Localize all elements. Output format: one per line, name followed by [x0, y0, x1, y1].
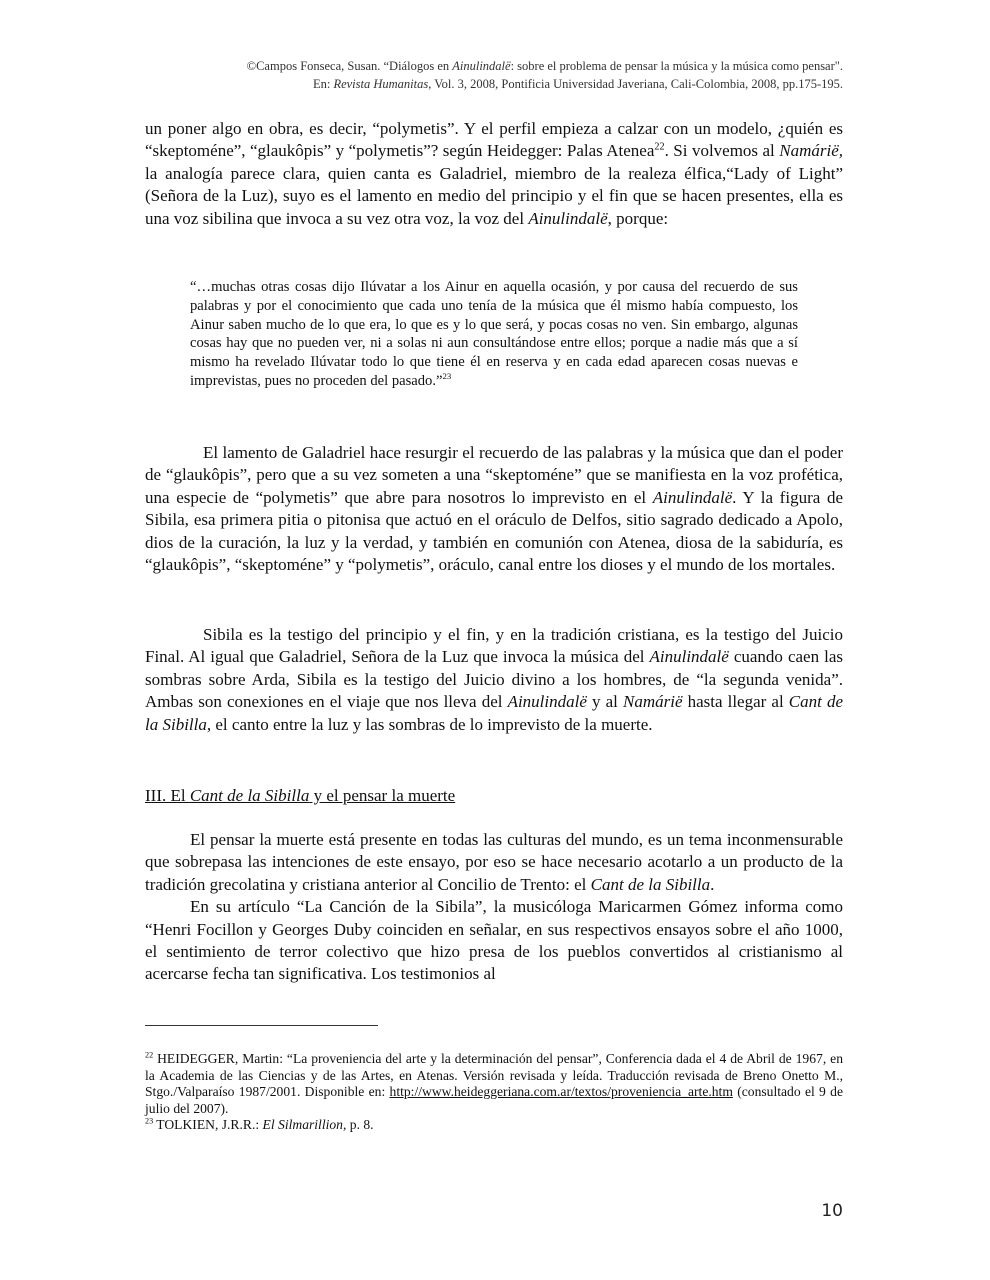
footnote-ref-22[interactable]: 22	[654, 141, 665, 153]
footnote-22: $^{22}$ HEIDEGGER, Martin: “La proveniencia del arte y la determinación del pensar”, Conferencia dada el 4 de Abril de 1967, en la Academia de las Ciencias y de las Artes, en Atenas. Versión revisada y leída. Traducción revisada de Breno Onetto M., Stgo./Valparaíso 1987/2001. Disponible en: http://www.heideggeriana.com.ar/textos/proveniencia_arte.htm (consultado el 9 de julio del 2007).	[145, 1050, 843, 1116]
footnote-22-link[interactable]: http://www.heideggeriana.com.ar/textos/proveniencia_arte.htm	[389, 1084, 733, 1100]
paragraph-4-5: El pensar la muerte está presente en todas las culturas del mundo, es un tema inconmensurable que sobrepasa las intenciones de este ensayo, por eso se hace necesario acotarlo a un producto de la tradición grecolatina y cristiana anterior al Concilio de Trento: el Cant de la Sibilla. En su artículo “La Canción de la Sibila”, la musicóloga Maricarmen Gómez informa como “Henri Focillon y Georges Duby coinciden en señalar, en sus respectivos ensayos sobre el año 1000, el sentimiento de terror colectivo que hizo presa de los pueblos convertidos al cristianismo al acercarse fecha tan significativa. Los testimonios al	[145, 830, 843, 984]
running-header	[120, 57, 843, 93]
paragraph-3: Sibila es la testigo del principio y el fin, y en la tradición cristiana, es la testigo del Juicio Final. Al igual que Galadriel, Señora de la Luz que invoca la música del Ainulindalë cuando caen las sombras sobre Arda, Sibila es la testigo del Juicio divino a los hombres, de “la segunda venida”. Ambas son conexiones en el viaje que nos lleva del Ainulindalë y al Namárië hasta llegar al Cant de la Sibilla, el canto entre la luz y las sombras de lo imprevisto de la muerte.	[145, 625, 843, 734]
footnote-separator	[145, 1025, 378, 1026]
footnote-23: $^{23}$ TOLKIEN, J.R.R.: El Silmarillion, p. 8.	[145, 1116, 374, 1133]
paragraph-2: El lamento de Galadriel hace resurgir el recuerdo de las palabras y la música que dan el poder de “glaukôpis”, pero que a su vez someten a una “skeptoméne” que se manifiesta en la voz profética, una especie de “polymetis” que abre para nosotros lo imprevisto en el Ainulindalë. Y la figura de Sibila, esa primera pitia o pitonisa que actuó en el oráculo de Delfos, sitio sagrado dedicado a Apolo, dios de la curación, la luz y la verdad, y también en comunión con Atenea, diosa de la sabiduría, es “glaukôpis”, “skeptoméne” y “polymetis”, oráculo, canal entre los dioses y el mundo de los mortales.	[145, 443, 843, 575]
paragraph-1: un poner algo en obra, es decir, “polymetis”. Y el perfil empieza a calzar con un modelo, ¿quién es “skeptoméne”, “glaukôpis” y “polymetis”? según Heidegger: Palas Atenea$^{22}$. Si volvemos al Namárië, la analogía parece clara, quien canta es Galadriel, miembro de la realeza élfica,“Lady of Light” (Señora de la Luz), suyo es el lamento en medio del principio y el fin que se hacen presentes, ella es una voz sibilina que invoca a su vez otra voz, la voz del Ainulindalë, porque:	[145, 119, 843, 228]
header-line-1: ©Campos Fonseca, Susan. “Diálogos en Ainulindalë: sobre el problema de pensar la música y la música como pensar".	[246, 59, 843, 73]
section-heading: III. El Cant de la Sibilla y el pensar la muerte	[145, 786, 456, 805]
header-line-2: En: Revista Humanitas, Vol. 3, 2008, Pontificia Universidad Javeriana, Cali-Colombia, 2008, pp.175-195.	[312, 77, 843, 91]
block-quote: “…muchas otras cosas dijo Ilúvatar a los Ainur en aquella ocasión, y por causa del recuerdo de sus palabras y por el conocimiento que cada uno tenía de la música que él mismo había compuesto, los Ainur saben mucho de lo que era, lo que es y lo que será, y pocas cosas no ven. Sin embargo, algunas cosas hay que no pueden ver, ni a solas ni aun consultándose entre ellos; porque a nadie más que a sí mismo ha revelado Ilúvatar todo lo que tiene él en reserva y en cada edad aparecen cosas nuevas e imprevistas, pues no proceden del pasado.”$^{23}$	[190, 279, 798, 389]
page-number: 10	[821, 1201, 843, 1221]
footnote-ref-23[interactable]: 23	[442, 371, 452, 382]
footnotes	[145, 1051, 843, 1134]
